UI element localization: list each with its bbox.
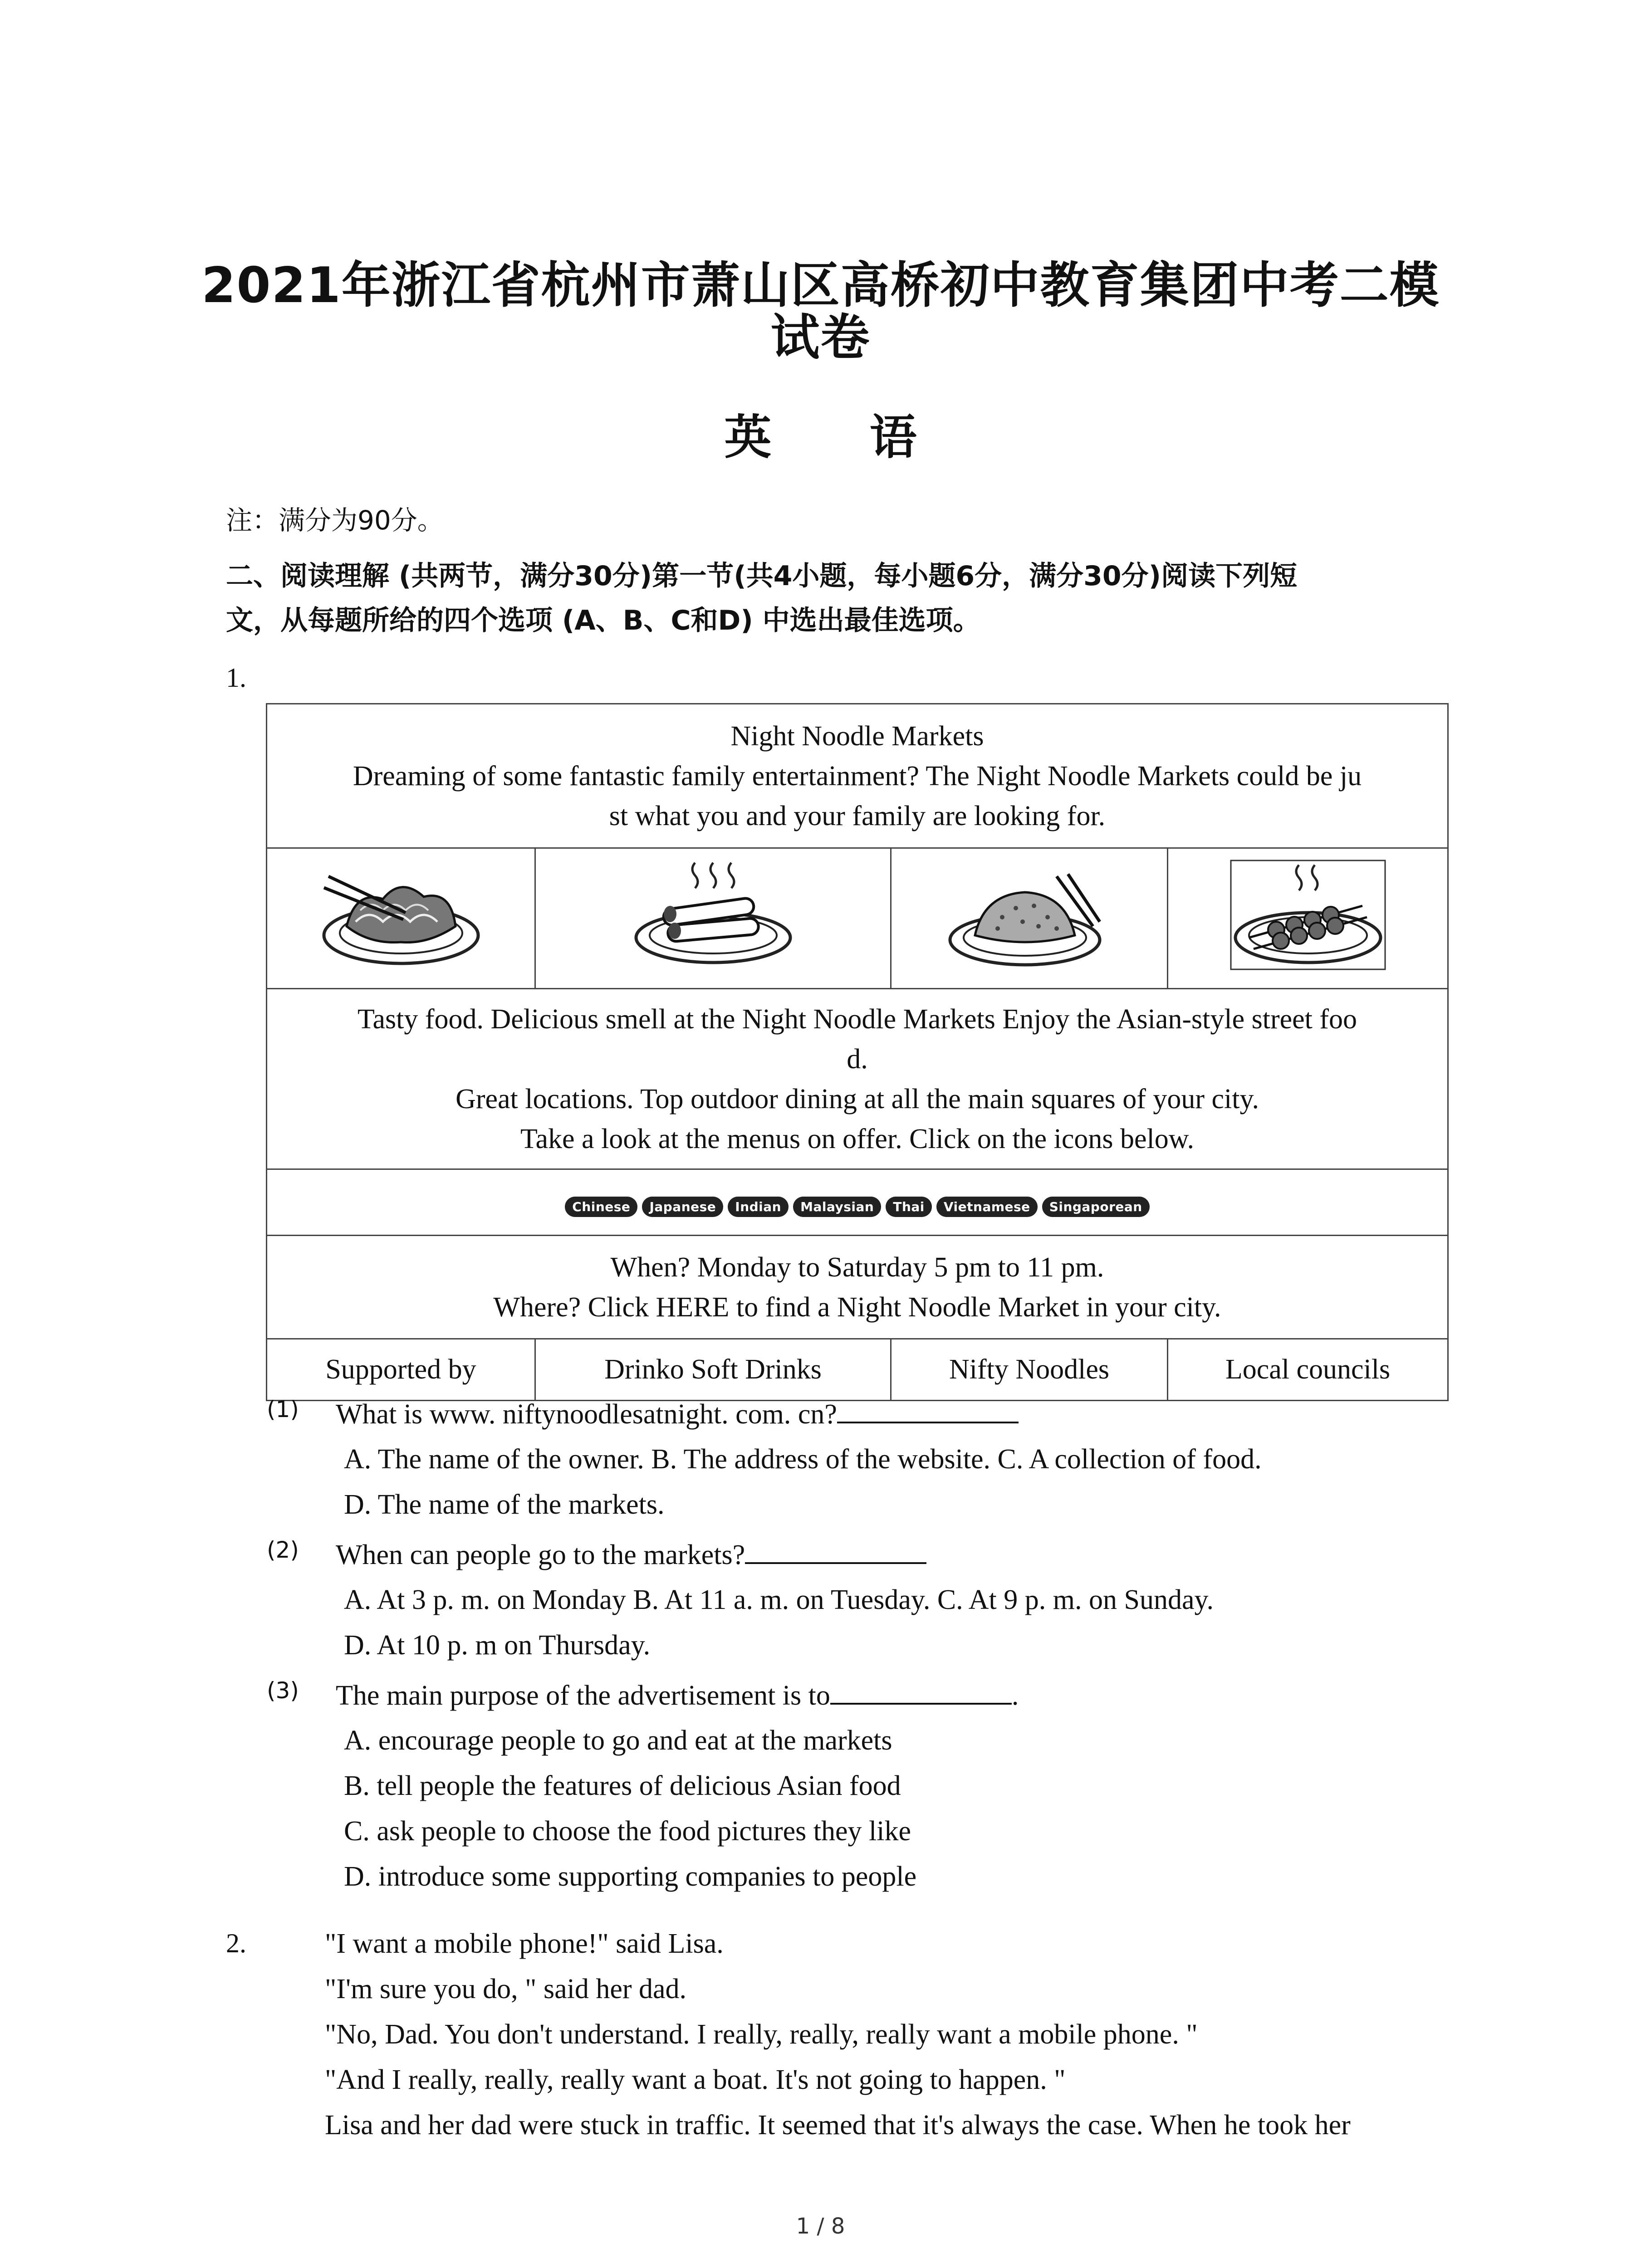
ad-body-line1: Tasty food. Delicious smell at the Night Noodle Markets Enjoy the Asian-style street foo (357, 1003, 1357, 1035)
cuisine-japanese-button[interactable]: Japanese (642, 1197, 723, 1217)
answer-blank[interactable] (830, 1679, 1012, 1705)
sub-question-text (336, 1539, 926, 1571)
story-line: "I want a mobile phone!" said Lisa. (325, 1928, 724, 1959)
ad-intro-cell (267, 704, 1448, 848)
answer-blank[interactable] (837, 1398, 1019, 1423)
question-number: 1. (226, 663, 246, 693)
question-stem: The main purpose of the advertisement is to (336, 1680, 830, 1711)
ad-when-where-cell (267, 1236, 1448, 1339)
ad-when: When? Monday to Saturday 5 pm to 11 pm. (610, 1251, 1104, 1283)
food-image-cell (891, 848, 1168, 989)
option-b: B. tell people the features of delicious Asian food (344, 1770, 901, 1801)
sub-question-number: (1) (267, 1396, 299, 1422)
noodles-plate-icon (315, 858, 487, 972)
question-stem: What is www. niftynoodlesatnight. com. cn? (336, 1399, 837, 1430)
options-line: D. The name of the markets. (344, 1489, 665, 1520)
story-line: "I'm sure you do, " said her dad. (325, 1974, 687, 2004)
ad-intro-line2: st what you and your family are looking for. (609, 800, 1106, 831)
page-title-line1: 2021年浙江省杭州市萧山区高桥初中教育集团中考二模 (201, 257, 1440, 314)
cuisine-singaporean-button[interactable]: Singaporean (1042, 1197, 1150, 1217)
food-image-cell (1168, 848, 1448, 989)
options-line: A. The name of the owner. B. The address of the website. C. A collection of food. (344, 1444, 1262, 1475)
ad-where: Where? Click HERE to find a Night Noodle Market in your city. (493, 1291, 1221, 1323)
options-line: A. At 3 p. m. on Monday B. At 11 a. m. on Tuesday. C. At 9 p. m. on Sunday. (344, 1584, 1214, 1615)
ad-body-line3: Great locations. Top outdoor dining at all the main squares of your city. (456, 1083, 1259, 1114)
question-stem: When can people go to the markets? (336, 1540, 745, 1570)
cuisine-chinese-button[interactable]: Chinese (565, 1197, 637, 1217)
skewers-plate-icon (1222, 858, 1394, 972)
food-image-cell (267, 848, 535, 989)
ad-title: Night Noodle Markets (730, 720, 984, 752)
cuisine-icons-cell (267, 1169, 1448, 1236)
ad-intro-line1: Dreaming of some fantastic family entertainment? The Night Noodle Markets could be ju (353, 760, 1362, 792)
ad-body-line4: Take a look at the menus on offer. Click on the icons below. (520, 1123, 1195, 1154)
page-title-line2: 试卷 (770, 309, 871, 366)
options-line: D. At 10 p. m on Thursday. (344, 1630, 651, 1661)
subject-heading: 英 语 (724, 410, 958, 465)
story-line: "No, Dad. You don't understand. I really, really, really want a mobile phone. " (325, 2019, 1198, 2050)
sponsor-local-councils: Local councils (1168, 1339, 1448, 1401)
food-image-cell (535, 848, 891, 989)
cuisine-malaysian-button[interactable]: Malaysian (793, 1197, 881, 1217)
story-line: "And I really, really, really want a boat. It's not going to happen. " (325, 2064, 1066, 2095)
advertisement-table (266, 703, 1449, 1401)
sponsor-drinko: Drinko Soft Drinks (535, 1339, 891, 1401)
rice-plate-icon (943, 858, 1116, 972)
score-note: 注：满分为90分。 (226, 505, 444, 536)
spring-rolls-plate-icon (627, 858, 799, 972)
option-d: D. introduce some supporting companies to people (344, 1861, 917, 1892)
supported-by-label: Supported by (267, 1339, 535, 1401)
story-line: Lisa and her dad were stuck in traffic. It seemed that it's always the case. When he took her (325, 2110, 1351, 2141)
cuisine-indian-button[interactable]: Indian (728, 1197, 789, 1217)
question-number: 2. (226, 1928, 246, 1958)
cuisine-vietnamese-button[interactable]: Vietnamese (936, 1197, 1038, 1217)
ad-body-cell (267, 989, 1448, 1169)
section-instruction-line2: 文，从每题所给的四个选项 (A、B、C和D) 中选出最佳选项。 (226, 605, 980, 636)
ad-body-line2: d. (847, 1043, 868, 1075)
sub-question-number: (2) (267, 1537, 299, 1563)
option-a: A. encourage people to go and eat at the markets (344, 1725, 892, 1756)
sponsor-nifty-noodles: Nifty Noodles (891, 1339, 1168, 1401)
cuisine-thai-button[interactable]: Thai (886, 1197, 932, 1217)
question-tail: . (1011, 1680, 1019, 1711)
sub-question-number: (3) (267, 1677, 299, 1704)
sub-question-text (336, 1679, 1019, 1712)
sub-question-text (336, 1398, 1019, 1431)
page-number: 1 / 8 (796, 2214, 845, 2239)
option-c: C. ask people to choose the food pictures they like (344, 1816, 911, 1847)
section-instruction-line1: 二、阅读理解 (共两节，满分30分)第一节(共4小题，每小题6分，满分30分)阅读下列短 (226, 560, 1298, 592)
answer-blank[interactable] (745, 1539, 926, 1564)
